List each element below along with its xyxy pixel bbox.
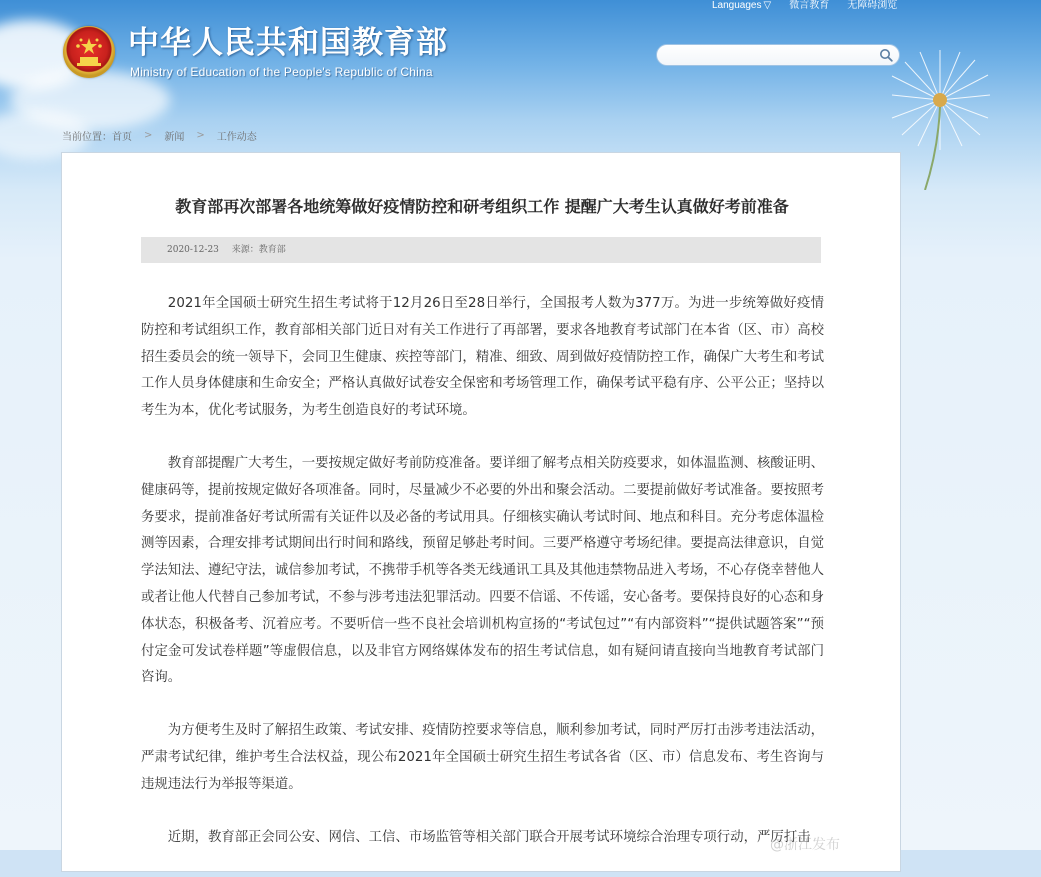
article-card	[61, 152, 901, 872]
article-title: 教育部再次部署各地统筹做好疫情防控和研考组织工作 提醒广大考生认真做好考前准备	[175, 197, 789, 216]
search-box	[656, 44, 900, 66]
chevron-down-icon[interactable]: ▽	[763, 0, 772, 11]
article-paragraph: 教育部提醒广大考生，一要按规定做好考前防疫准备。要详细了解考点相关防疫要求，如体温监测、核酸证明、健康码等，提前按规定做好各项准备。同时，尽量减少不必要的外出和聚会活动。二要提前做好考试准备。要按照考务要求，提前准备好考试所需有关证件以及必备的考试用具。仔细核实确认考试时间、地点和科目。充分考虑体温检测等因素，合理安排考试期间出行时间和路线，预留足够赴考时间。三要严格遵守考场纪律。要提高法律意识，自觉学法知法、遵纪守法，诚信参加考试，不携带手机等各类无线通讯工具及其他违禁物品进入考场，不心存侥幸替他人或者让他人代替自己参加考试，不参与涉考违法犯罪活动。四要不信谣、不传谣，安心备考。要保持良好的心态和身体状态，积极备考、沉着应考。不要听信一些不良社会培训机构宣扬的“考试包过”“有内部资料”“提供试题答案”“预付定金可发试卷样题”等虚假信息，以及非官方网络媒体发布的招生考试信息，如有疑问请直接向当地教育考试部门咨询。	[141, 455, 824, 686]
breadcrumb-separator: >	[196, 130, 205, 141]
breadcrumb-separator: >	[144, 130, 153, 141]
article-body	[141, 291, 824, 877]
breadcrumb-news[interactable]: 新闻	[164, 132, 185, 143]
national-emblem-icon	[63, 26, 115, 78]
site-title-en: Ministry of Education of the People's Republic of China	[130, 65, 433, 79]
top-links	[712, 0, 897, 14]
article-source: 教育部	[258, 245, 286, 255]
article-meta	[141, 237, 821, 263]
article-date: 2020-12-23	[167, 245, 219, 255]
site-title-cn[interactable]: 中华人民共和国教育部	[128, 25, 448, 61]
article-paragraph: 为方便考生及时了解招生政策、考试安排、疫情防控要求等信息，顺利参加考试，同时严厉打击涉考违法活动，严肃考试纪律，维护考生合法权益，现公布2021年全国硕士研究生招生考试各省（区、市）信息发布、考生咨询与违规违法行为举报等渠道。	[141, 723, 824, 792]
breadcrumb	[62, 128, 257, 143]
article-source-label: 来源：	[231, 245, 259, 255]
breadcrumb-work-news[interactable]: 工作动态	[216, 132, 257, 143]
breadcrumb-home[interactable]: 首页	[112, 132, 132, 143]
languages-link[interactable]: Languages	[712, 0, 762, 11]
breadcrumb-label: 当前位置：	[62, 132, 112, 143]
accessibility-link[interactable]: 无障碍浏览	[847, 0, 898, 11]
article-paragraph: 2021年全国硕士研究生招生考试将于12月26日至28日举行，全国报考人数为377万。为进一步统筹做好疫情防控和考试组织工作，教育部相关部门近日对有关工作进行了再部署，要求各地教育考试部门在本省（区、市）高校招生委员会的统一领导下，会同卫生健康、疾控等部门，精准、细致、周到做好疫情防控工作，确保广大考生和考试工作人员身体健康和生命安全；严格认真做好试卷安全保密和考场管理工作，确保考试平稳有序、公平公正；坚持以考生为本，优化考试服务，为考生创造良好的考试环境。	[141, 296, 824, 419]
weiyan-jiaoyu-link[interactable]: 微言教育	[789, 0, 830, 11]
article-paragraph: 近期，教育部正会同公安、网信、工信、市场监管等相关部门联合开展考试环境综合治理专项行动，严厉打击	[167, 829, 811, 845]
search-input[interactable]	[667, 47, 871, 65]
dandelion-decoration	[880, 40, 1030, 190]
watermark: @浙江发布	[770, 837, 840, 853]
